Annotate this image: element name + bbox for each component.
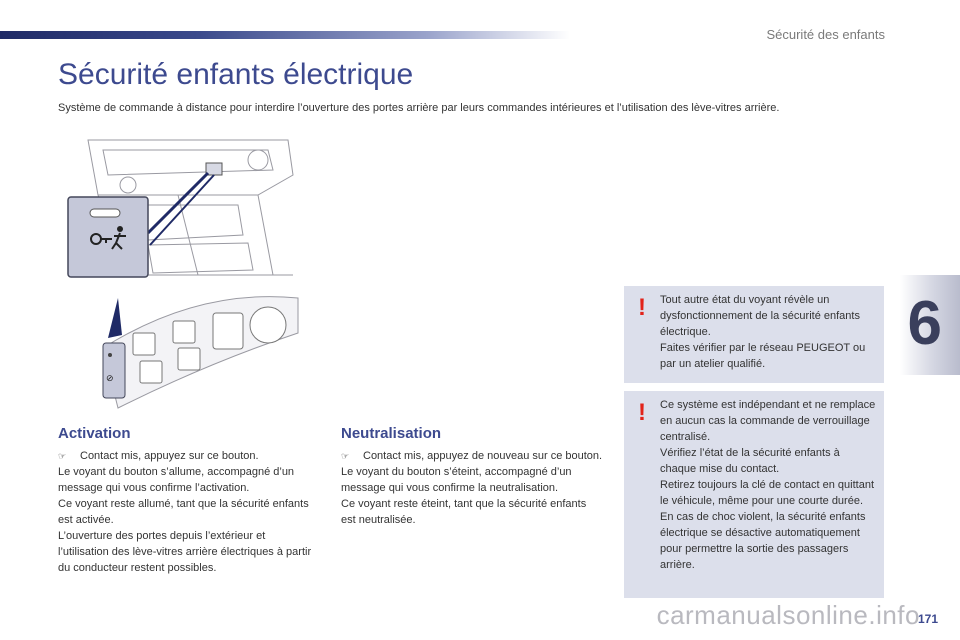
- watermark: carmanualsonline.info: [656, 600, 920, 630]
- activation-line: Ce voyant reste allumé, tant que la sécurité enfants est activée.: [58, 498, 309, 526]
- header-gradient-bar: [0, 31, 570, 39]
- warning-text: [660, 292, 878, 372]
- warning-line: Ce système est indépendant et ne remplace en aucun cas la commande de verrouillage centralisé.: [660, 399, 876, 443]
- warning-line: Vérifiez l’état de la sécurité enfants à chaque mise du contact.: [660, 447, 840, 475]
- dashboard-illustration: [58, 135, 298, 285]
- intro-text: Système de commande à distance pour interdire l’ouverture des portes arrière par leurs commandes intérieures et l’utilisation des lève-vitres arrière.: [58, 102, 780, 114]
- warning-box-1: [624, 286, 884, 383]
- neutralisation-text: [341, 448, 603, 528]
- exclamation-icon: !: [638, 294, 646, 321]
- activation-bullet-text: Contact mis, appuyez sur ce bouton.: [80, 450, 259, 462]
- neutralisation-bullet: [341, 448, 603, 464]
- exclamation-icon: !: [638, 399, 646, 426]
- finger-pointer-icon: ☞: [58, 451, 67, 461]
- activation-text: [58, 448, 316, 576]
- warning-box-2: [624, 391, 884, 598]
- activation-line: L’ouverture des portes depuis l’extérieur et l’utilisation des lève-vitres arrière électriques à partir du conducteur restent possibles.: [58, 530, 312, 574]
- warning-line: Retirez toujours la clé de contact en quittant le véhicule, même pour une courte durée.: [660, 479, 875, 507]
- page-title: Sécurité enfants électrique: [58, 58, 414, 91]
- activation-title: Activation: [58, 425, 131, 442]
- warning-line: Faites vérifier par le réseau PEUGEOT ou par un atelier qualifié.: [660, 342, 866, 370]
- chapter-number: 6: [907, 289, 942, 358]
- neutralisation-line: Le voyant du bouton s’éteint, accompagné d’un message qui vous confirme la neutralisation.: [341, 466, 572, 494]
- warning-text: [660, 397, 878, 573]
- neutralisation-title: Neutralisation: [341, 425, 442, 442]
- warning-line: En cas de choc violent, la sécurité enfants électrique se désactive automatiquement pour permettre la sortie des passagers arrière.: [660, 511, 866, 571]
- neutralisation-bullet-text: Contact mis, appuyez de nouveau sur ce bouton.: [363, 450, 603, 462]
- section-title: Sécurité des enfants: [766, 27, 885, 42]
- activation-bullet: [58, 448, 316, 464]
- child-lock-button-glyph: ⊘: [106, 373, 114, 383]
- finger-pointer-icon: ☞: [341, 451, 350, 461]
- page-number: 171: [917, 612, 938, 626]
- warning-line: Tout autre état du voyant révèle un dysfonctionnement de la sécurité enfants électrique.: [660, 294, 860, 338]
- door-switch-panel-illustration: [78, 293, 303, 413]
- neutralisation-line: Ce voyant reste éteint, tant que la sécurité enfants est neutralisée.: [341, 498, 587, 526]
- activation-line: Le voyant du bouton s’allume, accompagné d’un message qui vous confirme l’activation.: [58, 466, 295, 494]
